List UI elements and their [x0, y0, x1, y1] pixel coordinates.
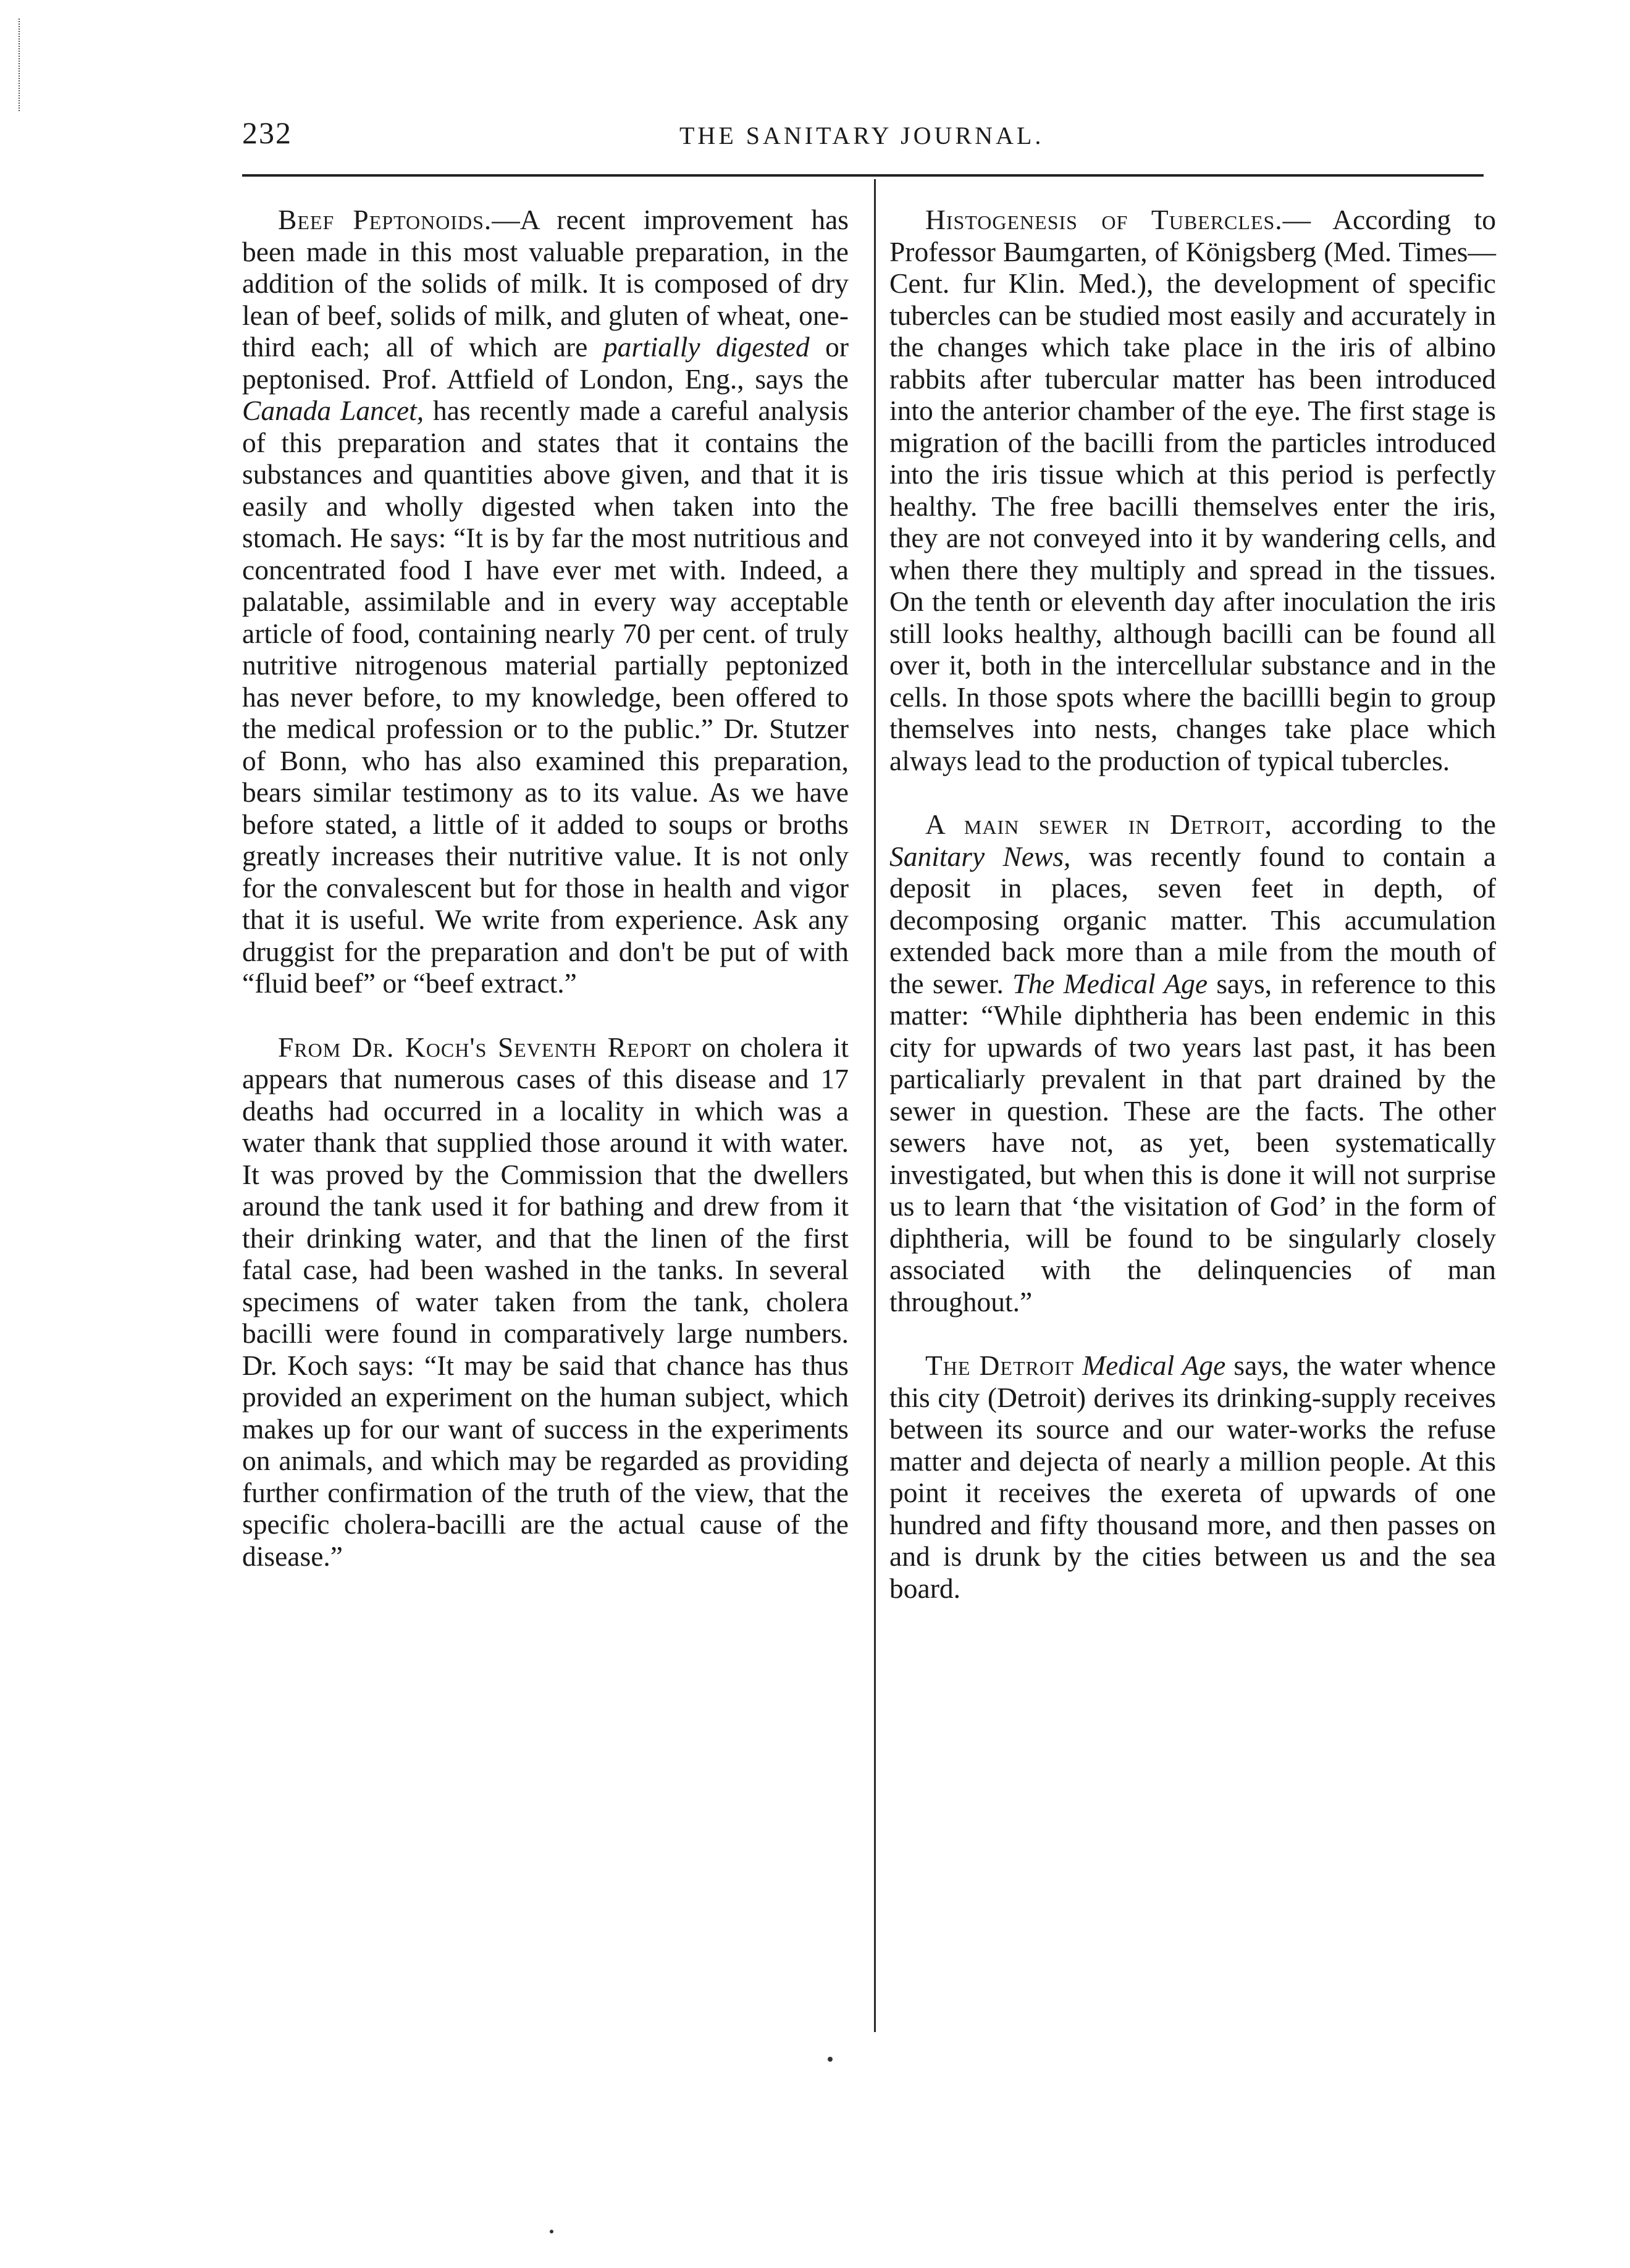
print-speck [828, 2057, 833, 2062]
article-text: or peptonised. Prof. Attfield of London, Eng., says the [242, 331, 849, 395]
article-text: — According to Professor Baumgarten, of Königsberg (Med. Times—Cent. fur Klin. Med.), the development of specific tubercles can be studied most easily and accurately in the changes which take place in the iris of albino rabbits after tubercular matter has been introduced into the anterior chamber of the eye. The first stage is migration of the bacilli from the particles introduced into the iris tissue which at this period is perfectly healthy. The free bacilli themselves enter the iris, they are not conveyed into it by wandering cells, and when there they multiply and spread in the tissues. On the tenth or eleventh day after inoculation the iris still looks healthy, although bacilli can be found all over it, both in the intercellular substance and in the cells. In those spots where the bacillli begin to group themselves into nests, changes take place which always lead to the production of typical tubercles. [889, 204, 1496, 776]
article-text: —A recent improvement has been made in this most valuable preparation, in the addition of the solids of milk. It is composed of dry lean of beef, solids of milk, and gluten of wheat, one-third each; all of which are [242, 204, 849, 363]
left-column [242, 204, 849, 1604]
article-lead: The Detroit [925, 1350, 1075, 1381]
article-detroit-water [889, 1350, 1496, 1604]
margin-mark [19, 19, 22, 111]
article-italic: Sanitary News, [889, 840, 1071, 872]
article-histogenesis [889, 204, 1496, 776]
article-italic: Medical Age [1074, 1350, 1226, 1381]
article-text: says, the water whence this city (Detroit) derives its drinking-supply receives between its source and our water-works the refuse matter and dejecta of nearly a million people. At this point it receives the exereta of upwards of one hundred and fifty thousand more, and then passes on and is drunk by the cities between us and the sea board. [889, 1350, 1496, 1604]
article-beef-peptonoids [242, 204, 849, 999]
right-column [889, 204, 1496, 1636]
article-text: on cholera it appears that numerous cases of this disease and 17 deaths had occurred in a locality in which was a water thank that supplied those around it with water. It was proved by the Commission that the dwellers around the tank used it for bathing and drew from it their drinking water, and that the linen of the first fatal case, had been washed in the tanks. In several specimens of water taken from the tank, cholera bacilli were found in comparatively large numbers. Dr. Koch says: “It may be said that chance has thus provided an experiment on the human subject, which makes up for our want of success in the experiments on animals, and which may be regarded as providing further confirmation of the truth of the view, that the specific cholera-bacilli are the actual cause of the disease.” [242, 1031, 849, 1572]
page-number: 232 [242, 116, 292, 150]
article-italic: Canada Lancet, [242, 395, 424, 426]
article-detroit-sewer [889, 808, 1496, 1317]
header-rule [242, 174, 1484, 177]
article-text: has recently made a careful analysis of this preparation and states that it contains the substances and quantities above given, and that it is easily and wholly digested when taken into the stomach. He says: “It is by far the most nutritious and concentrated food I have ever met with. Indeed, a palatable, assimilable and in every way acceptable article of food, containing nearly 70 per cent. of truly nutritive nitrogenous material partially peptonized has never before, to my knowledge, been offered to the medical profession or to the public.” Dr. Stutzer of Bonn, who has also examined this preparation, bears similar testimony as to its value. As we have before stated, a little of it added to soups or broths greatly increases their nutritive value. It is not only for the convalescent but for those in health and vigor that it is useful. We write from experience. Ask any druggist for the preparation and don't be put of with “fluid beef” or “beef extract.” [242, 395, 849, 999]
article-lead: Histogenesis of Tubercles. [925, 204, 1283, 235]
article-koch-report [242, 1031, 849, 1573]
article-text: was recently found to contain a deposit in places, seven feet in depth, of decomposing organic matter. This accumulation extended back more than a mile from the mouth of the sewer. [889, 840, 1496, 999]
column-divider [874, 179, 876, 2032]
article-text: according to the [1272, 808, 1496, 840]
article-lead: A main sewer in Detroit, [925, 808, 1273, 840]
article-text: says, in reference to this matter: “While diphtheria has been endemic in this city for upwards of two years last past, it has been particaliarly prevalent in that part drained by the sewer in question. These are the facts. The other sewers have not, as yet, been systematically investigated, but when this is done it will not surprise us to learn that ‘the visitation of God’ in the form of diphtheria, will be found to be singularly closely associated with the delinquencies of man throughout.” [889, 967, 1496, 1317]
article-lead: Beef Peptonoids. [278, 204, 492, 235]
print-speck [550, 2230, 553, 2233]
running-head: THE SANITARY JOURNAL. [679, 122, 1044, 149]
article-italic: The Medical Age [1012, 967, 1208, 999]
article-lead: From Dr. Koch's Seventh Report [278, 1031, 692, 1063]
article-italic: partially digested [603, 331, 810, 363]
